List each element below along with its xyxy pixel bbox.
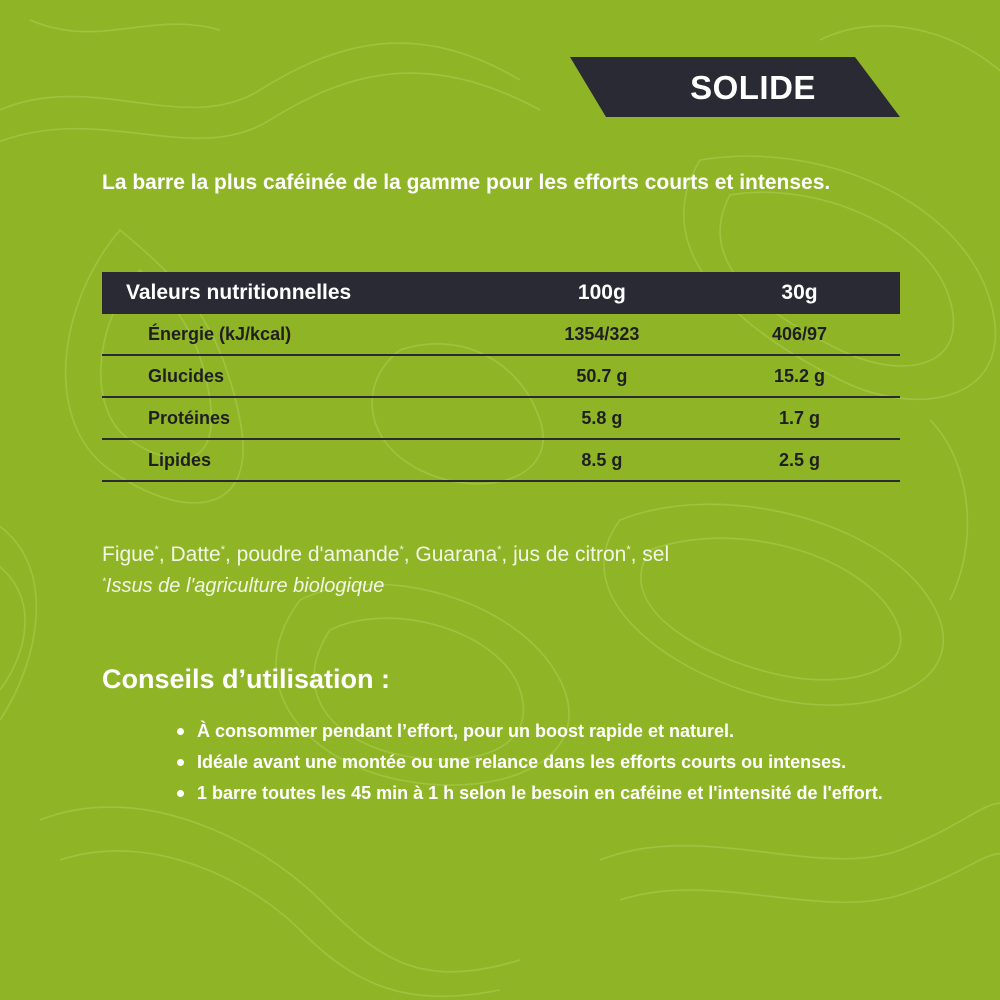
nutrient-name: Lipides xyxy=(102,439,505,481)
usage-advice-list xyxy=(175,716,900,809)
organic-marker: * xyxy=(154,544,159,556)
organic-marker: * xyxy=(626,544,631,556)
nutrient-value-30g: 1.7 g xyxy=(699,397,900,439)
nutrient-name: Énergie (kJ/kcal) xyxy=(102,314,505,355)
bullet-icon xyxy=(177,759,184,766)
organic-marker: * xyxy=(497,544,502,556)
list-item xyxy=(175,747,900,778)
organic-marker: * xyxy=(102,576,106,588)
table-row xyxy=(102,355,900,397)
header-per-100g: 100g xyxy=(505,272,699,314)
ingredient: Figue xyxy=(102,543,155,566)
ingredient: sel xyxy=(642,543,670,566)
usage-advice-title: Conseils d’utilisation : xyxy=(102,664,391,694)
ingredient: Guarana xyxy=(415,543,498,566)
organic-marker: * xyxy=(220,544,225,556)
bullet-icon xyxy=(177,790,184,797)
nutrient-value-30g: 2.5 g xyxy=(699,439,900,481)
product-tagline: La barre la plus caféinée de la gamme pour les efforts courts et intenses. xyxy=(102,171,831,194)
ingredient: Datte xyxy=(170,543,221,566)
nutrient-value-100g: 5.8 g xyxy=(505,397,699,439)
nutrient-value-100g: 50.7 g xyxy=(505,355,699,397)
ingredient-separator: , xyxy=(501,543,514,566)
ingredient: jus de citron xyxy=(513,543,627,566)
advice-text: 1 barre toutes les 45 min à 1 h selon le besoin en caféine et l'intensité de l'effort. xyxy=(197,783,883,803)
nutrition-header-row xyxy=(102,272,900,314)
organic-note xyxy=(102,572,902,600)
table-row xyxy=(102,439,900,481)
ingredient: poudre d'amande xyxy=(236,543,400,566)
nutrient-name: Glucides xyxy=(102,355,505,397)
nutrient-value-30g: 406/97 xyxy=(699,314,900,355)
nutrient-value-30g: 15.2 g xyxy=(699,355,900,397)
nutrient-name: Protéines xyxy=(102,397,505,439)
nutrient-value-100g: 1354/323 xyxy=(505,314,699,355)
advice-text: Idéale avant une montée ou une relance dans les efforts courts ou intenses. xyxy=(197,752,847,772)
ingredient-separator: , xyxy=(224,543,237,566)
ingredient-separator: , xyxy=(403,543,416,566)
table-row xyxy=(102,397,900,439)
ingredients-list xyxy=(102,540,902,570)
table-row xyxy=(102,314,900,355)
organic-note-text: Issus de l'agriculture biologique xyxy=(105,575,385,597)
ingredient-separator: , xyxy=(630,543,643,566)
organic-marker: * xyxy=(399,544,404,556)
ingredient-separator: , xyxy=(158,543,171,566)
category-badge xyxy=(570,57,900,117)
header-per-30g: 30g xyxy=(699,272,900,314)
bullet-icon xyxy=(177,728,184,735)
header-nutrient: Valeurs nutritionnelles xyxy=(102,272,505,314)
advice-text: À consommer pendant l’effort, pour un boost rapide et naturel. xyxy=(197,721,735,741)
badge-label: SOLIDE xyxy=(690,69,816,106)
list-item xyxy=(175,778,900,809)
nutrition-table xyxy=(102,272,900,482)
nutrient-value-100g: 8.5 g xyxy=(505,439,699,481)
list-item xyxy=(175,716,900,747)
